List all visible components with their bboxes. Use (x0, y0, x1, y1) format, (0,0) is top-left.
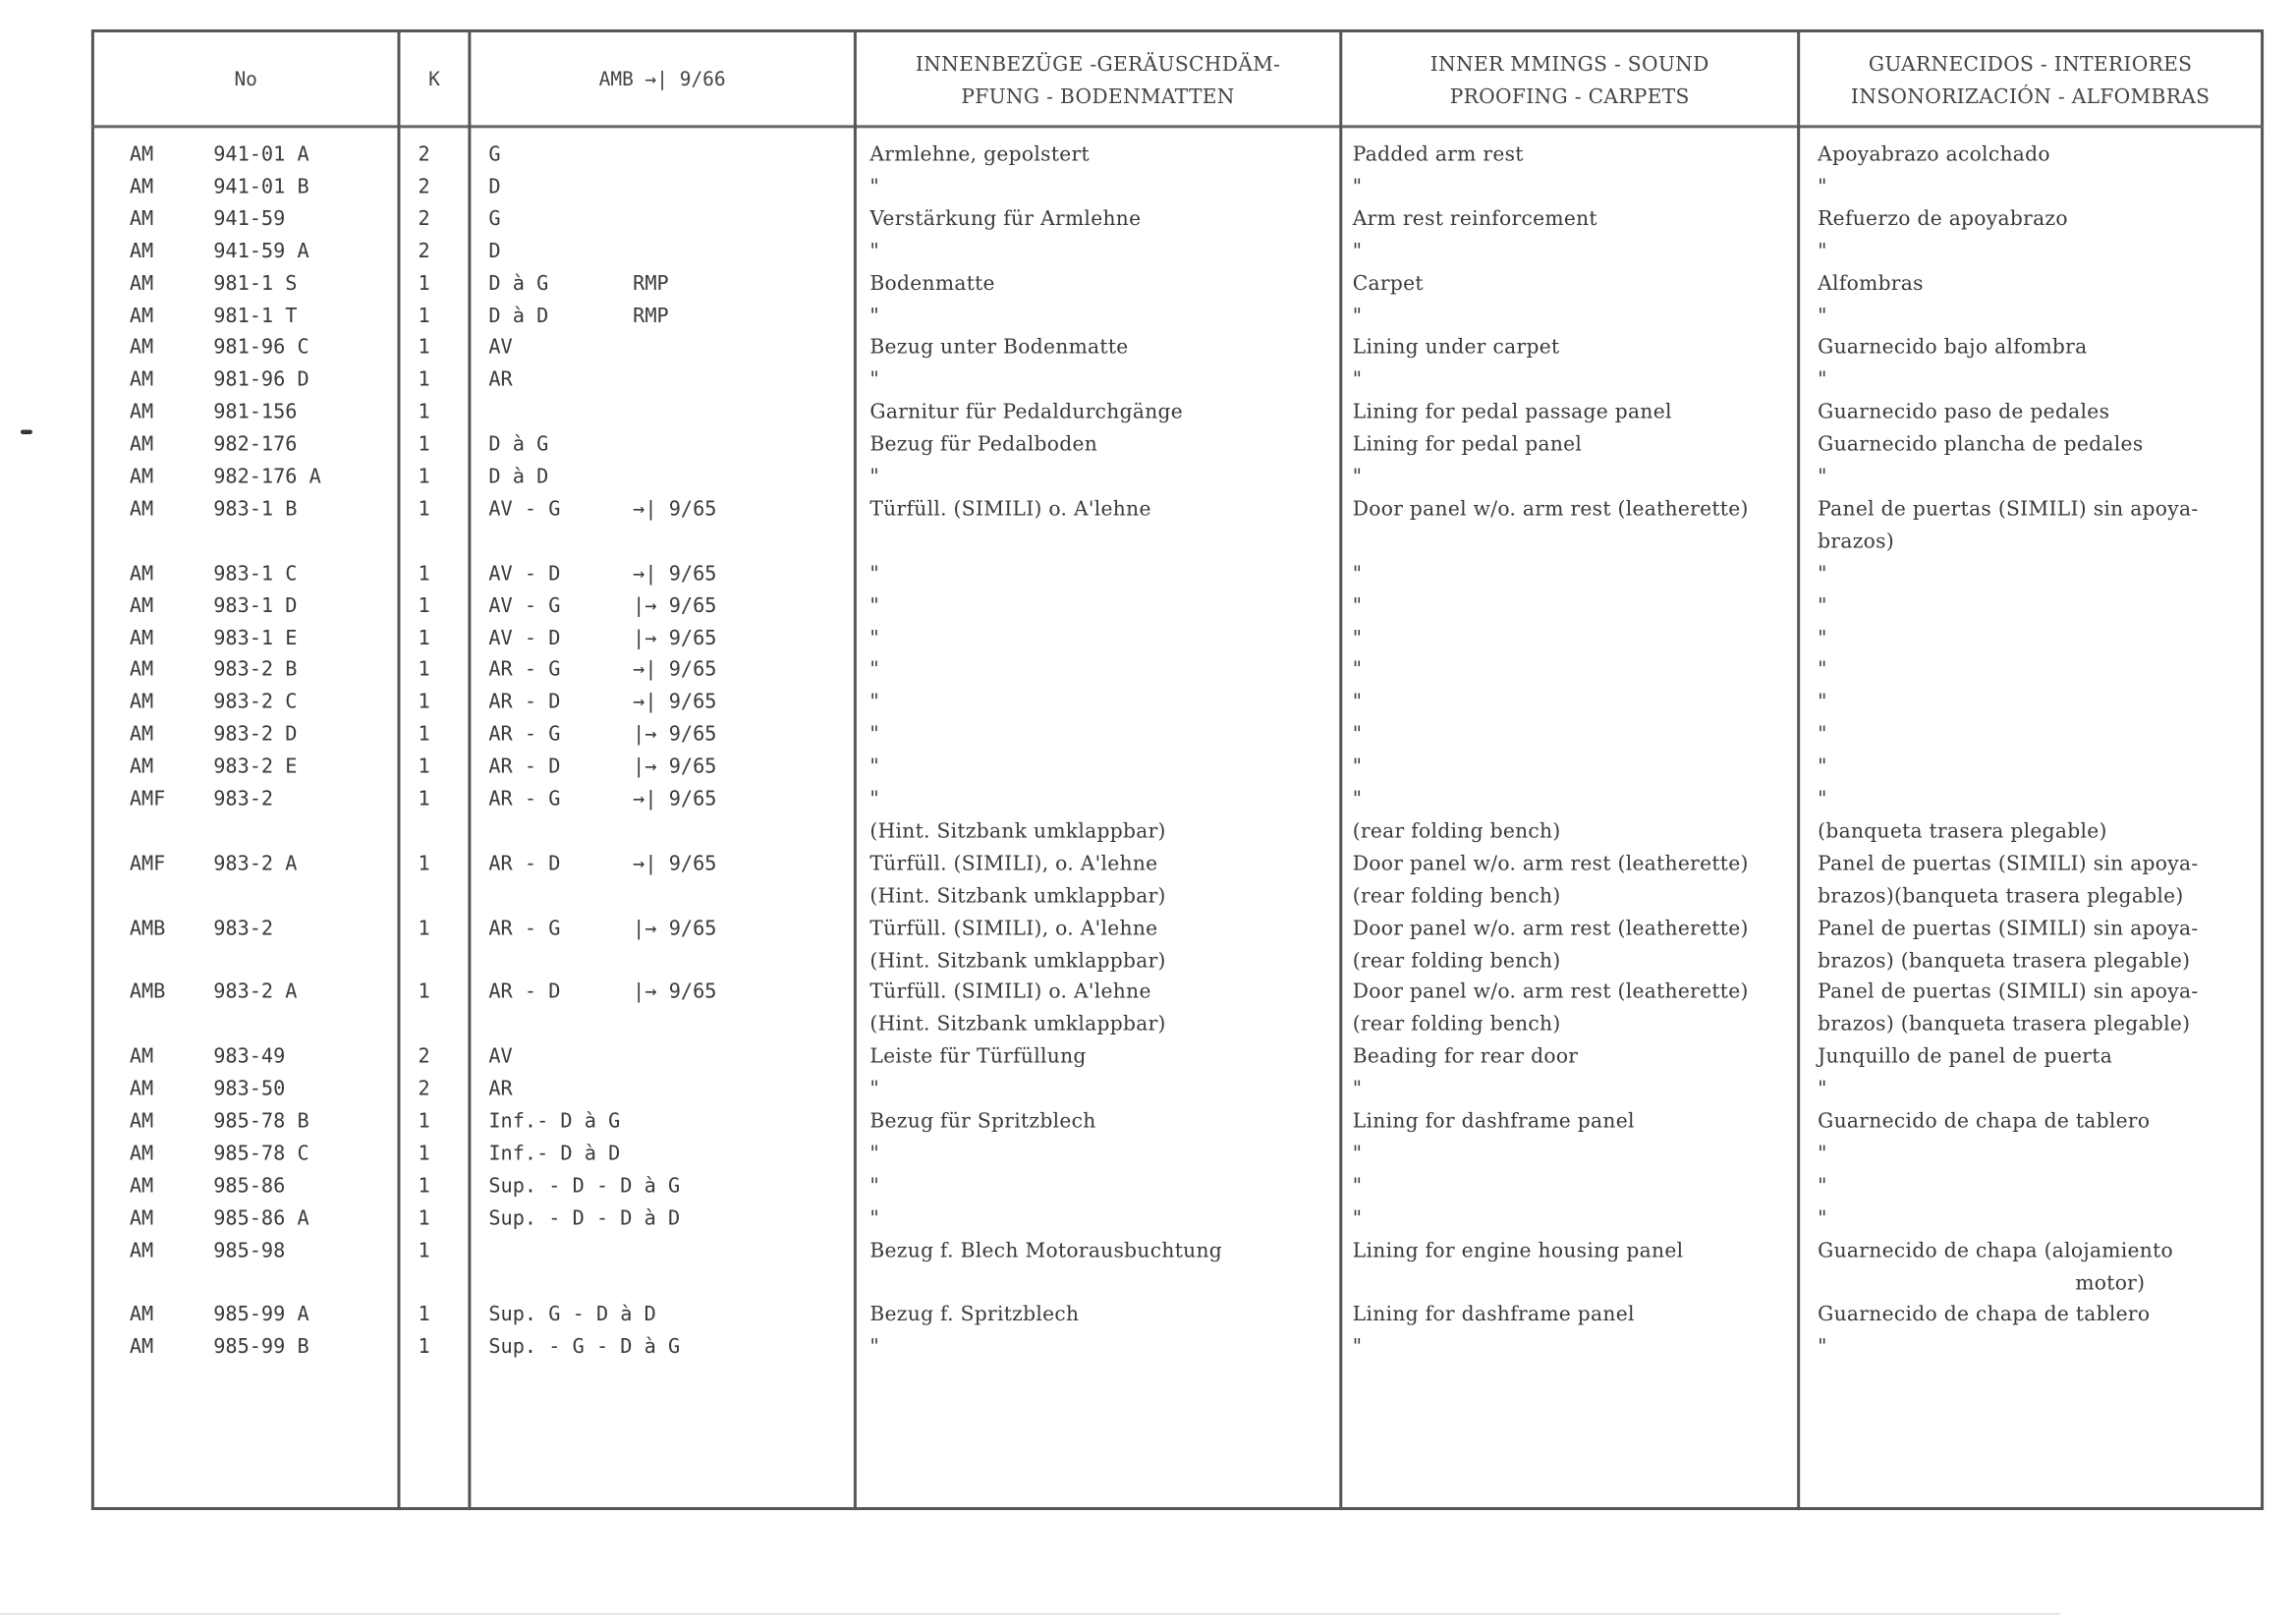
row-change-mark: →| 9/65 (633, 787, 717, 812)
row-description-german: Türfüll. (SIMILI), o. A'lehne (869, 852, 1158, 876)
row-quantity: 2 (418, 239, 430, 263)
row-description-spanish: Panel de puertas (SIMILI) sin apoya- (1818, 916, 2199, 940)
row-position: AR - G (488, 787, 561, 812)
row-description-german: Armlehne, gepolstert (869, 142, 1090, 167)
row-position: AV (488, 336, 513, 361)
row-description-german: Bezug für Spritzblech (869, 1109, 1096, 1134)
column-divider (468, 29, 471, 1510)
row-description-english: Lining under carpet (1352, 336, 1560, 361)
row-position: AR - G (488, 916, 561, 940)
row-quantity: 2 (418, 1077, 430, 1101)
row-description-english: Lining for dashframe panel (1352, 1303, 1635, 1327)
row-description-spanish: (banqueta trasera plegable) (1818, 819, 2107, 844)
row-quantity: 1 (418, 916, 430, 940)
column-divider (1339, 29, 1342, 1510)
row-quantity: 1 (418, 691, 430, 715)
row-description-spanish: Panel de puertas (SIMILI) sin apoya- (1818, 980, 2199, 1005)
row-description-english: (rear folding bench) (1352, 883, 1561, 908)
row-description-spanish: " (1818, 175, 1827, 199)
row-prefix: AM (129, 206, 154, 231)
row-description-spanish: Alfombras (1818, 271, 1924, 296)
row-description-english: Door panel w/o. arm rest (leatherette) (1352, 497, 1749, 522)
row-position: D à D (488, 304, 549, 328)
row-description-spanish: " (1818, 626, 1827, 650)
row-description-german: Türfüll. (SIMILI) o. A'lehne (869, 497, 1151, 522)
row-part-number: 941-59 A (213, 239, 309, 263)
row-position: AR - D (488, 691, 561, 715)
row-prefix: AM (129, 336, 154, 361)
row-prefix: AMF (129, 787, 166, 812)
row-prefix: AM (129, 626, 154, 650)
row-quantity: 1 (418, 1174, 430, 1199)
row-description-english: Door panel w/o. arm rest (leatherette) (1352, 916, 1749, 940)
row-description-english: " (1352, 1335, 1363, 1360)
row-description-spanish: motor) (2075, 1270, 2146, 1295)
header-german: INNENBEZÜGE -GERÄUSCHDÄM- PFUNG - BODENMATTEN (915, 52, 1281, 109)
row-position: D (488, 175, 501, 199)
row-position: Sup. - G - D à G (488, 1335, 681, 1360)
row-part-number: 983-2 D (213, 722, 298, 747)
row-prefix: AM (129, 593, 154, 618)
row-description-spanish: " (1818, 755, 1827, 779)
row-position: AV (488, 1044, 513, 1069)
row-change-mark: |→ 9/65 (633, 626, 717, 650)
row-description-german: Bezug f. Spritzblech (869, 1303, 1080, 1327)
row-description-english: Beading for rear door (1352, 1044, 1579, 1069)
row-part-number: 981-96 D (213, 367, 309, 392)
row-description-spanish: " (1818, 465, 1827, 489)
row-prefix: AM (129, 1142, 154, 1166)
row-description-spanish: " (1818, 1205, 1827, 1230)
row-position: D (488, 239, 501, 263)
row-change-mark: →| 9/65 (633, 497, 717, 522)
row-quantity: 1 (418, 400, 430, 424)
row-position: AR (488, 1077, 513, 1101)
row-part-number: 983-2 C (213, 691, 298, 715)
row-prefix: AM (129, 142, 154, 167)
row-quantity: 1 (418, 1205, 430, 1230)
row-part-number: 983-1 B (213, 497, 298, 522)
row-quantity: 2 (418, 206, 430, 231)
row-quantity: 1 (418, 1109, 430, 1134)
row-description-spanish: Guarnecido de chapa de tablero (1818, 1109, 2151, 1134)
row-description-german: Bezug unter Bodenmatte (869, 336, 1129, 361)
row-part-number: 983-2 E (213, 755, 298, 779)
row-description-english: Door panel w/o. arm rest (leatherette) (1352, 980, 1749, 1005)
row-description-spanish: " (1818, 593, 1827, 618)
row-description-spanish: " (1818, 1174, 1827, 1199)
row-prefix: AM (129, 1077, 154, 1101)
row-description-german: Bezug für Pedalboden (869, 432, 1098, 457)
row-prefix: AM (129, 497, 154, 522)
row-change-mark: →| 9/65 (633, 691, 717, 715)
row-description-german: " (869, 1077, 879, 1101)
row-description-english: Lining for dashframe panel (1352, 1109, 1635, 1134)
row-change-mark: |→ 9/65 (633, 980, 717, 1005)
row-prefix: AMB (129, 980, 166, 1005)
row-description-german: (Hint. Sitzbank umklappbar) (869, 948, 1166, 973)
row-description-spanish: brazos)(banqueta trasera plegable) (1818, 883, 2184, 908)
row-description-german: Leiste für Türfüllung (869, 1044, 1087, 1069)
row-quantity: 1 (418, 432, 430, 457)
row-quantity: 1 (418, 367, 430, 392)
row-description-german: " (869, 658, 879, 683)
row-description-english: " (1352, 367, 1363, 392)
row-part-number: 941-01 B (213, 175, 309, 199)
row-part-number: 982-176 A (213, 465, 321, 489)
row-quantity: 1 (418, 755, 430, 779)
row-description-german: " (869, 175, 879, 199)
row-position: D à G (488, 271, 549, 296)
row-prefix: AM (129, 1238, 154, 1262)
row-description-spanish: brazos) (banqueta trasera plegable) (1818, 948, 2191, 973)
row-change-mark: RMP (633, 271, 669, 296)
row-position: Sup. - D - D à D (488, 1205, 681, 1230)
row-description-german: " (869, 465, 879, 489)
row-position: AV - D (488, 561, 561, 586)
row-description-spanish: Guarnecido plancha de pedales (1818, 432, 2144, 457)
row-part-number: 941-59 (213, 206, 286, 231)
row-description-english: " (1352, 787, 1363, 812)
header-amb: AMB →| 9/66 (598, 69, 726, 91)
row-part-number: 985-86 (213, 1174, 286, 1199)
row-prefix: AM (129, 465, 154, 489)
row-position: Sup. - D - D à G (488, 1174, 681, 1199)
row-position: G (488, 142, 501, 167)
row-change-mark: |→ 9/65 (633, 593, 717, 618)
header-english: INNER MMINGS - SOUND PROOFING - CARPETS (1429, 52, 1709, 109)
row-description-german: Verstärkung für Armlehne (869, 206, 1142, 231)
row-description-english: " (1352, 691, 1363, 715)
row-description-english: Door panel w/o. arm rest (leatherette) (1352, 852, 1749, 876)
row-description-english: " (1352, 1142, 1363, 1166)
row-description-english: " (1352, 304, 1363, 328)
row-description-spanish: brazos) (banqueta trasera plegable) (1818, 1013, 2191, 1037)
row-description-spanish: Panel de puertas (SIMILI) sin apoya- (1818, 497, 2199, 522)
row-change-mark: →| 9/65 (633, 561, 717, 586)
row-quantity: 1 (418, 304, 430, 328)
row-description-english: (rear folding bench) (1352, 1013, 1561, 1037)
row-description-german: (Hint. Sitzbank umklappbar) (869, 883, 1166, 908)
row-quantity: 1 (418, 271, 430, 296)
row-prefix: AM (129, 1303, 154, 1327)
row-part-number: 983-1 C (213, 561, 298, 586)
row-description-german: Bezug f. Blech Motorausbuchtung (869, 1238, 1223, 1262)
row-prefix: AM (129, 304, 154, 328)
row-description-english: " (1352, 722, 1363, 747)
row-description-spanish: Refuerzo de apoyabrazo (1818, 206, 2068, 231)
row-part-number: 983-2 (213, 916, 274, 940)
row-part-number: 985-99 B (213, 1335, 309, 1360)
row-description-german: (Hint. Sitzbank umklappbar) (869, 819, 1166, 844)
row-change-mark: →| 9/65 (633, 658, 717, 683)
row-prefix: AM (129, 432, 154, 457)
row-position: AR (488, 367, 513, 392)
row-description-english: " (1352, 658, 1363, 683)
row-description-spanish: Guarnecido bajo alfombra (1818, 336, 2088, 361)
row-prefix: AM (129, 239, 154, 263)
margin-mark (21, 429, 32, 433)
column-divider (1797, 29, 1800, 1510)
row-description-german: Türfüll. (SIMILI) o. A'lehne (869, 980, 1151, 1005)
row-description-german: Türfüll. (SIMILI), o. A'lehne (869, 916, 1158, 940)
row-change-mark: RMP (633, 304, 669, 328)
header-k: K (428, 69, 440, 91)
row-change-mark: |→ 9/65 (633, 755, 717, 779)
row-description-spanish: " (1818, 658, 1827, 683)
header-no: No (234, 69, 257, 91)
row-position: AR - D (488, 980, 561, 1005)
row-description-spanish: Junquillo de panel de puerta (1818, 1044, 2113, 1069)
row-quantity: 1 (418, 465, 430, 489)
row-description-german: " (869, 304, 879, 328)
row-part-number: 985-86 A (213, 1205, 309, 1230)
row-description-english: " (1352, 465, 1363, 489)
row-description-spanish: " (1818, 722, 1827, 747)
row-quantity: 1 (418, 980, 430, 1005)
row-quantity: 1 (418, 561, 430, 586)
row-part-number: 983-50 (213, 1077, 286, 1101)
row-part-number: 985-78 C (213, 1142, 309, 1166)
row-quantity: 1 (418, 722, 430, 747)
row-description-english: " (1352, 239, 1363, 263)
row-description-english: Lining for pedal panel (1352, 432, 1583, 457)
row-description-german: " (869, 755, 879, 779)
header-spanish: GUARNECIDOS - INTERIORES INSONORIZACIÓN - ALFOMBRAS (1850, 52, 2211, 109)
row-position: Sup. G - D à D (488, 1303, 656, 1327)
row-description-spanish: " (1818, 1077, 1827, 1101)
row-position: AV - G (488, 497, 561, 522)
row-prefix: AM (129, 175, 154, 199)
row-description-spanish: " (1818, 1335, 1827, 1360)
row-description-spanish: " (1818, 239, 1827, 263)
row-quantity: 2 (418, 142, 430, 167)
column-divider (854, 29, 857, 1510)
row-description-spanish: " (1818, 787, 1827, 812)
row-description-english: (rear folding bench) (1352, 819, 1561, 844)
row-position: AV - D (488, 626, 561, 650)
row-position: AV - G (488, 593, 561, 618)
row-description-english: Padded arm rest (1352, 142, 1524, 167)
row-part-number: 983-1 E (213, 626, 298, 650)
row-description-spanish: brazos) (1818, 530, 1895, 553)
row-description-english: Lining for engine housing panel (1352, 1238, 1684, 1262)
row-change-mark: →| 9/65 (633, 852, 717, 876)
row-part-number: 985-78 B (213, 1109, 309, 1134)
row-description-german: " (869, 239, 879, 263)
row-part-number: 983-1 D (213, 593, 298, 618)
row-part-number: 983-2 B (213, 658, 298, 683)
row-prefix: AM (129, 1044, 154, 1069)
row-prefix: AM (129, 271, 154, 296)
row-description-german: " (869, 787, 879, 812)
row-description-german: " (869, 561, 879, 586)
row-position: Inf.- D à G (488, 1109, 621, 1134)
row-position: Inf.- D à D (488, 1142, 621, 1166)
row-change-mark: |→ 9/65 (633, 722, 717, 747)
row-part-number: 981-1 T (213, 304, 298, 328)
row-description-spanish: " (1818, 304, 1827, 328)
row-description-spanish: Guarnecido de chapa (alojamiento (1818, 1238, 2174, 1262)
row-position: D à D (488, 465, 549, 489)
row-part-number: 983-2 A (213, 852, 298, 876)
row-description-german: " (869, 691, 879, 715)
row-part-number: 981-96 C (213, 336, 309, 361)
row-description-english: " (1352, 561, 1363, 586)
row-part-number: 985-99 A (213, 1303, 309, 1327)
row-description-english: " (1352, 1205, 1363, 1230)
row-prefix: AMB (129, 916, 166, 940)
row-part-number: 981-156 (213, 400, 298, 424)
row-description-english: " (1352, 593, 1363, 618)
row-prefix: AM (129, 400, 154, 424)
row-description-spanish: Guarnecido paso de pedales (1818, 400, 2110, 424)
row-quantity: 1 (418, 1303, 430, 1327)
row-description-spanish: " (1818, 1142, 1827, 1166)
row-quantity: 1 (418, 593, 430, 618)
row-description-english: " (1352, 175, 1363, 199)
row-prefix: AM (129, 1109, 154, 1134)
row-description-english: " (1352, 1077, 1363, 1101)
row-description-german: " (869, 1335, 879, 1360)
row-part-number: 983-2 (213, 787, 274, 812)
row-description-english: Carpet (1352, 271, 1424, 296)
row-quantity: 1 (418, 626, 430, 650)
row-quantity: 1 (418, 1335, 430, 1360)
row-description-spanish: " (1818, 367, 1827, 392)
row-prefix: AM (129, 367, 154, 392)
row-description-spanish: " (1818, 561, 1827, 586)
row-position: AR - G (488, 722, 561, 747)
row-part-number: 983-49 (213, 1044, 286, 1069)
row-position: D à G (488, 432, 549, 457)
row-description-english: (rear folding bench) (1352, 948, 1561, 973)
row-quantity: 1 (418, 497, 430, 522)
row-description-german: " (869, 1174, 879, 1199)
row-description-german: " (869, 722, 879, 747)
row-description-german: Garnitur für Pedaldurchgänge (869, 400, 1184, 424)
row-description-german: " (869, 367, 879, 392)
row-description-english: " (1352, 1174, 1363, 1199)
row-prefix: AM (129, 658, 154, 683)
row-description-german: " (869, 1142, 879, 1166)
row-prefix: AM (129, 1335, 154, 1360)
row-prefix: AM (129, 561, 154, 586)
row-change-mark: |→ 9/65 (633, 916, 717, 940)
row-description-spanish: Apoyabrazo acolchado (1818, 142, 2050, 167)
row-description-spanish: " (1818, 691, 1827, 715)
row-quantity: 1 (418, 1142, 430, 1166)
row-prefix: AM (129, 1205, 154, 1230)
row-prefix: AMF (129, 852, 166, 876)
row-part-number: 941-01 A (213, 142, 309, 167)
row-description-german: Bodenmatte (869, 271, 995, 296)
row-quantity: 2 (418, 175, 430, 199)
row-part-number: 983-2 A (213, 980, 298, 1005)
row-prefix: AM (129, 755, 154, 779)
row-description-german: (Hint. Sitzbank umklappbar) (869, 1013, 1166, 1037)
row-quantity: 2 (418, 1044, 430, 1069)
row-part-number: 985-98 (213, 1238, 286, 1262)
row-quantity: 1 (418, 787, 430, 812)
row-part-number: 981-1 S (213, 271, 298, 296)
row-position: G (488, 206, 501, 231)
row-quantity: 1 (418, 852, 430, 876)
row-description-german: " (869, 593, 879, 618)
row-description-english: " (1352, 755, 1363, 779)
column-divider (397, 29, 400, 1510)
row-description-english: " (1352, 626, 1363, 650)
row-prefix: AM (129, 1174, 154, 1199)
row-description-german: " (869, 1205, 879, 1230)
row-quantity: 1 (418, 1238, 430, 1262)
row-part-number: 982-176 (213, 432, 298, 457)
row-description-english: Lining for pedal passage panel (1352, 400, 1672, 424)
row-description-english: Arm rest reinforcement (1352, 206, 1597, 231)
row-prefix: AM (129, 722, 154, 747)
row-quantity: 1 (418, 336, 430, 361)
row-position: AR - D (488, 852, 561, 876)
row-prefix: AM (129, 691, 154, 715)
row-quantity: 1 (418, 658, 430, 683)
row-position: AR - G (488, 658, 561, 683)
row-description-spanish: Panel de puertas (SIMILI) sin apoya- (1818, 852, 2199, 876)
page-edge (0, 1613, 2060, 1614)
row-position: AR - D (488, 755, 561, 779)
row-description-german: " (869, 626, 879, 650)
row-description-spanish: Guarnecido de chapa de tablero (1818, 1303, 2151, 1327)
